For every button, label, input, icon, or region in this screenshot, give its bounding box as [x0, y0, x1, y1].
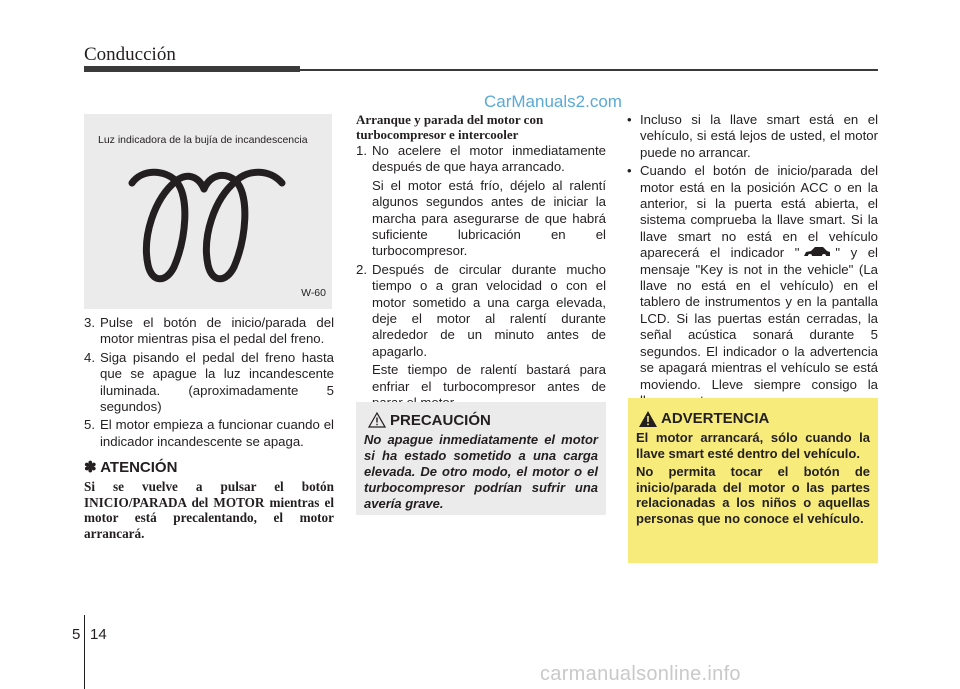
item-text: Después de circular durante mucho tiempo o a gran velocidad o con el motor sometido a una carga elevada, deje el motor al ralentí durante alrededor de un minuto antes de apagarlo. [372, 261, 606, 359]
item-number: 3. [84, 315, 95, 330]
item-text-after: " y el mensaje "Key is not in the vehicle" (La llave no está en el vehículo) en el tablero de instrumentos y en la pantalla LCD. Si las puertas están cerradas, la señal acústica sonará durante 5 segundos. El indicador o la advertencia se apagará mientras el vehículo se está moviendo. Lleve siempre consigo la [640, 245, 878, 392]
list-item [84, 417, 334, 450]
item-subparagraph: Si el motor está frío, déjelo al ralentí algunos segundos antes de iniciar la marcha para asegurarse de que habrá suficiente lubricación en el turbocompresor. [372, 177, 606, 259]
bullet-dot-icon: • [627, 112, 632, 127]
warning-paragraph: No permita tocar el botón de inicio/parada del motor o las partes relacionadas a los niños o aquellas personas que no conoce el vehículo. [636, 464, 870, 526]
warning-title: ADVERTENCIA [661, 410, 770, 427]
glow-plug-indicator-icon [124, 159, 294, 289]
bullet-list [626, 112, 878, 411]
site-watermark[interactable]: carmanualsonline.info [540, 663, 741, 685]
item-text: Pulse el botón de inicio/parada del motor mientras pisa el pedal del freno. [100, 315, 334, 347]
item-number: 2. [356, 261, 367, 277]
warning-text [636, 430, 870, 530]
list-item [84, 315, 334, 348]
list-item [626, 163, 878, 409]
figure-code: W-60 [301, 287, 326, 299]
note-text: Si se vuelve a pulsar el botón INICIO/PARADA del MOTOR mientras el motor está precalentando, el motor arrancará. [84, 479, 334, 541]
chapter-number: 5 [72, 626, 81, 643]
warning-box [628, 398, 878, 563]
section-heading: Arranque y parada del motor con turbocompresor e intercooler [356, 112, 544, 142]
caution-triangle-icon [368, 412, 386, 428]
warning-paragraph: El motor arrancará, sólo cuando la llave smart esté dentro del vehículo. [636, 430, 870, 461]
header-rule-thick [84, 66, 300, 72]
list-item [356, 143, 606, 176]
list-item [356, 262, 606, 360]
glow-plug-figure [84, 114, 332, 309]
list-item [626, 112, 878, 161]
item-number: 1. [356, 143, 367, 158]
figure-caption: Luz indicadora de la bujía de incandescencia [98, 134, 308, 146]
key-not-in-vehicle-icon [802, 246, 832, 258]
item-number: 4. [84, 349, 95, 365]
note-title: ATENCIÓN [100, 459, 178, 476]
item-subparagraph: Este tiempo de ralentí bastará para enfriar el turbocompresor antes de [372, 362, 606, 394]
item-number: 5. [84, 417, 95, 433]
item-text: El motor empieza a funcionar cuando el indicador incandescente se apaga. [100, 417, 334, 449]
item-text: Siga pisando el pedal del freno hasta que se apague la luz incandescente iluminada. (aproximadamente 5 segundos) [100, 349, 334, 415]
item-text-before: Cuando el botón de inicio/parada del motor está en la posición ACC o en la anterior, si la puerta está abierta, el sistema comprueba la llave smart. Si la llave smart no está en el vehículo aparecerá el indicador " [640, 163, 878, 261]
watermark[interactable]: CarManuals2.com [484, 92, 622, 111]
footer-divider [84, 615, 85, 689]
item-text: Incluso si la llave smart está en el vehículo, si está lejos de usted, el motor puede no arrancar. [640, 112, 878, 160]
caution-title: PRECAUCIÓN [390, 412, 491, 429]
note-symbol-icon: ✽ [84, 459, 97, 476]
header-rule-thin [300, 69, 878, 71]
steps-list-2 [356, 143, 606, 414]
page-number: 14 [90, 626, 107, 643]
list-item [84, 350, 334, 416]
warning-triangle-icon [638, 410, 658, 428]
steps-list-1 [84, 315, 334, 452]
item-text: No acelere el motor inmediatamente después de que haya arrancado. [372, 143, 606, 175]
note-heading [84, 458, 177, 476]
chapter-title: Conducción [84, 44, 176, 65]
bullet-dot-icon: • [627, 163, 632, 179]
caution-box [356, 402, 606, 515]
caution-text: No apague inmediatamente el motor si ha estado sometido a una carga elevada. De otro modo, el motor o el turbocompresor podrían sufrir una avería grave. [364, 432, 598, 511]
